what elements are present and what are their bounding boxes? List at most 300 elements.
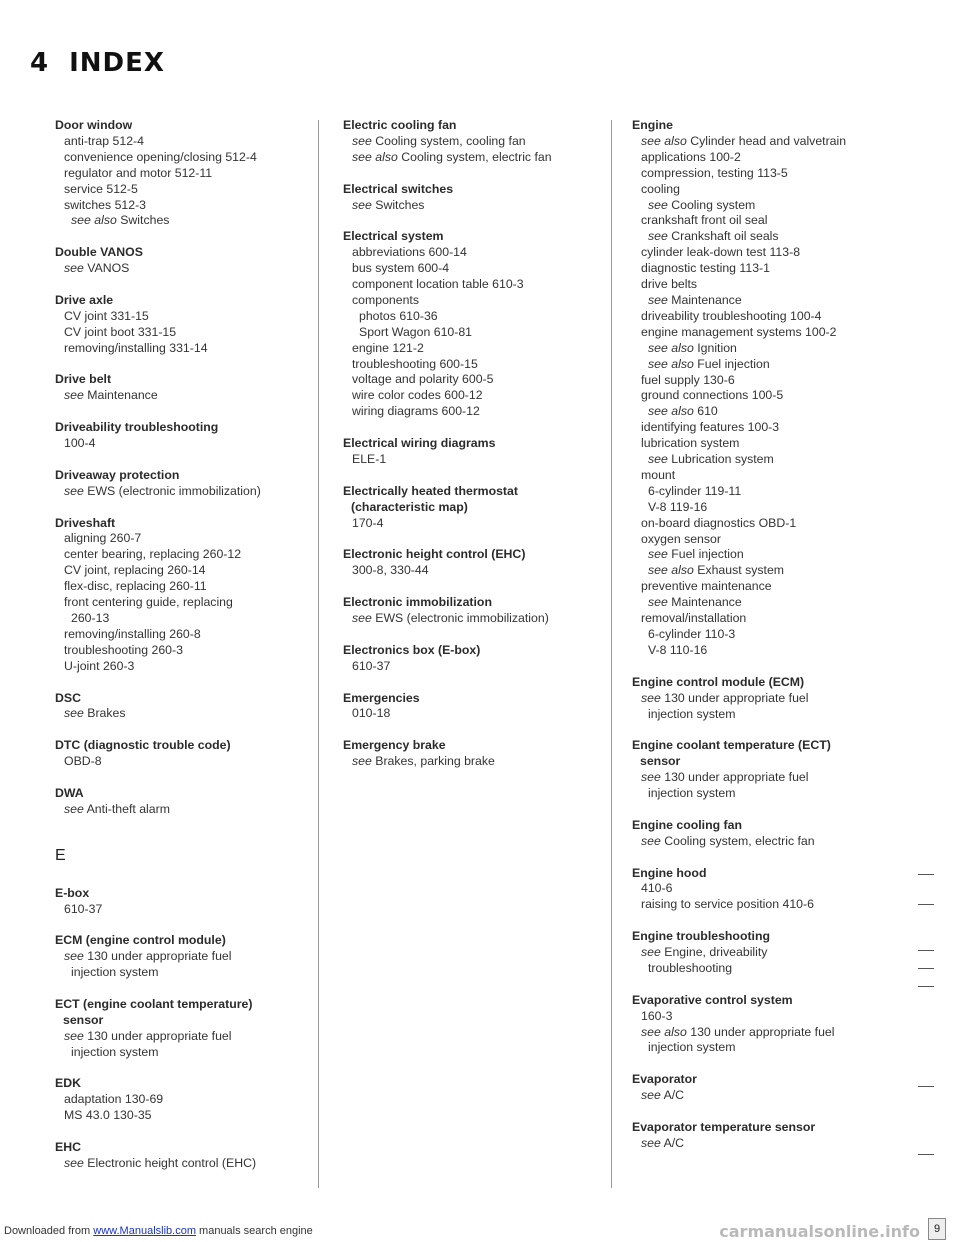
- subline-text: voltage and polarity 600-5: [352, 372, 494, 387]
- subline-text: troubleshooting: [648, 960, 733, 975]
- subline-text: CV joint, replacing 260-14: [64, 563, 206, 578]
- entry-subline: [55, 484, 305, 500]
- entry-subline: [632, 309, 902, 325]
- entry-subline: [632, 277, 902, 293]
- entry-subline: [343, 372, 605, 388]
- see-reference: see: [641, 833, 661, 848]
- entry-subline: [632, 484, 902, 500]
- entry-subline: [55, 595, 305, 611]
- entry-subline: [632, 134, 902, 150]
- index-entry: [55, 738, 305, 770]
- index-entry: [343, 643, 605, 675]
- index-entry: [632, 675, 902, 723]
- entry-subline: [343, 309, 605, 325]
- subline-text: raising to service position 410-6: [641, 897, 814, 912]
- entry-subline: [632, 881, 902, 897]
- subline-text: aligning 260-7: [64, 531, 142, 546]
- entry-subline: [55, 309, 305, 325]
- subline-text: applications 100-2: [641, 149, 741, 164]
- subline-text: fuel supply 130-6: [641, 372, 735, 387]
- subline-text: injection system: [71, 1044, 159, 1059]
- entry-heading: DWA: [55, 785, 84, 800]
- index-entry: [343, 547, 605, 579]
- entry-subline: [55, 547, 305, 563]
- entry-subline: [55, 754, 305, 770]
- entry-subline: [343, 134, 605, 150]
- subline-text: VANOS: [83, 261, 130, 276]
- entry-subline: [55, 531, 305, 547]
- entry-heading: Door window: [55, 118, 133, 132]
- index-entry: [632, 818, 902, 850]
- see-reference: see: [64, 261, 84, 276]
- entry-heading: Electrical wiring diagrams: [343, 436, 496, 451]
- subline-text: 610: [693, 404, 718, 419]
- entry-subline: [343, 563, 605, 579]
- entry-heading: Double VANOS: [55, 245, 143, 260]
- entry-subline: [55, 579, 305, 595]
- subline-text: Brakes, parking brake: [371, 754, 495, 769]
- edge-tick-mark: [918, 874, 934, 875]
- entry-subline: [632, 468, 902, 484]
- entry-subline: [632, 579, 902, 595]
- entry-subline: [632, 1136, 902, 1152]
- subline-text: EWS (electronic immobilization): [83, 483, 261, 498]
- entry-subline: [632, 357, 902, 373]
- subline-text: Cooling system, cooling fan: [371, 133, 526, 148]
- entry-subline: [55, 1029, 305, 1045]
- subline-text: cylinder leak-down test 113-8: [641, 245, 801, 260]
- subline-text: Ignition: [693, 340, 737, 355]
- entry-subline: [632, 532, 902, 548]
- page-title: [30, 48, 165, 78]
- index-entry: [55, 1140, 305, 1172]
- entry-subline: [632, 897, 902, 913]
- entry-heading: DTC (diagnostic trouble code): [55, 738, 231, 753]
- subline-text: wiring diagrams 600-12: [352, 404, 480, 419]
- index-entry: [343, 738, 605, 770]
- index-entry: [55, 886, 305, 918]
- entry-heading: EDK: [55, 1076, 81, 1091]
- index-entry: [632, 738, 902, 802]
- index-entry: [632, 866, 902, 914]
- subline-text: Electronic height control (EHC): [83, 1155, 257, 1170]
- index-entry: [632, 929, 902, 977]
- subline-text: Lubrication system: [667, 452, 774, 467]
- subline-text: U-joint 260-3: [64, 658, 135, 673]
- see-reference: see: [64, 949, 84, 964]
- see-reference: see: [352, 133, 372, 148]
- entry-heading: Driveability troubleshooting: [55, 420, 219, 435]
- subline-text: ELE-1: [352, 451, 387, 466]
- entry-subline: [55, 802, 305, 818]
- subline-text: 160-3: [641, 1008, 673, 1023]
- entry-heading: Drive belt: [55, 372, 112, 387]
- entry-subline: [55, 1156, 305, 1172]
- subline-text: 130 under appropriate fuel: [660, 770, 809, 785]
- see-reference: see also: [648, 340, 694, 355]
- download-notice: [4, 1225, 313, 1237]
- subline-text: mount: [641, 467, 676, 482]
- subline-text: Maintenance: [667, 292, 742, 307]
- entry-subline: [55, 706, 305, 722]
- edge-tick-mark: [918, 1154, 934, 1155]
- see-reference: see: [641, 945, 661, 960]
- subline-text: Switches: [371, 197, 425, 212]
- index-entry: [55, 118, 305, 229]
- subline-text: CV joint boot 331-15: [64, 324, 177, 339]
- see-reference: see: [64, 483, 84, 498]
- see-reference: see: [352, 754, 372, 769]
- subline-text: photos 610-36: [359, 308, 438, 323]
- entry-heading: Driveshaft: [55, 515, 116, 530]
- entry-subline: [55, 388, 305, 404]
- entry-heading: Engine troubleshooting: [632, 929, 770, 944]
- entry-heading: Engine control module (ECM): [632, 674, 805, 689]
- subline-text: crankshaft front oil seal: [641, 213, 768, 228]
- subline-text: troubleshooting 260-3: [64, 642, 183, 657]
- subline-text: center bearing, replacing 260-12: [64, 547, 242, 562]
- entry-subline: [632, 595, 902, 611]
- entry-heading: Evaporative control system: [632, 992, 793, 1007]
- entry-subline: [632, 563, 902, 579]
- subline-text: 010-18: [352, 706, 391, 721]
- entry-heading: sensor: [63, 1012, 104, 1027]
- entry-subline: [632, 961, 902, 977]
- entry-subline: [343, 404, 605, 420]
- subline-text: 130 under appropriate fuel: [660, 690, 809, 705]
- see-reference: see: [641, 1088, 661, 1103]
- index-entry: [55, 516, 305, 675]
- entry-subline: [632, 500, 902, 516]
- edge-tick-mark: [918, 1086, 934, 1087]
- subline-text: drive belts: [641, 277, 698, 292]
- see-reference: see: [64, 801, 84, 816]
- subline-text: regulator and motor 512-11: [64, 165, 213, 180]
- subline-text: Maintenance: [83, 388, 158, 403]
- entry-subline: [632, 213, 902, 229]
- entry-subline: [632, 1088, 902, 1104]
- subline-text: A/C: [660, 1088, 685, 1103]
- index-entry: [55, 933, 305, 981]
- see-reference: see: [648, 595, 668, 610]
- subline-text: 610-37: [352, 658, 391, 673]
- subline-text: cooling: [641, 181, 680, 196]
- entry-subline: [55, 150, 305, 166]
- section-letter: E: [55, 846, 66, 864]
- entry-subline: [55, 949, 305, 965]
- see-reference: see: [352, 197, 372, 212]
- subline-text: oxygen sensor: [641, 531, 721, 546]
- index-entry: [632, 1120, 902, 1152]
- entry-subline: [632, 611, 902, 627]
- entry-subline: [55, 563, 305, 579]
- subline-text: diagnostic testing 113-1: [641, 261, 770, 276]
- entry-heading: Electronics box (E-box): [343, 642, 481, 657]
- entry-heading: Electrical system: [343, 229, 444, 244]
- entry-subline: [632, 1009, 902, 1025]
- entry-subline: [632, 404, 902, 420]
- subline-text: V-8 110-16: [648, 642, 708, 657]
- subline-text: 6-cylinder 110-3: [648, 627, 736, 641]
- entry-subline: [632, 627, 902, 643]
- entry-subline: [632, 150, 902, 166]
- subline-text: V-8 119-16: [648, 499, 708, 514]
- edge-tick-mark: [918, 986, 934, 987]
- subline-text: 6-cylinder 119-11: [648, 483, 742, 498]
- subline-text: Brakes: [83, 706, 126, 721]
- entry-heading: ECT (engine coolant temperature): [55, 996, 253, 1011]
- entry-subline: [55, 659, 305, 675]
- edge-tick-mark: [918, 950, 934, 951]
- entry-subline: [632, 707, 902, 723]
- index-entry: [55, 691, 305, 723]
- entry-subline: [343, 325, 605, 341]
- index-entry: [632, 993, 902, 1057]
- index-column-3: [632, 118, 902, 1168]
- entry-subline: [55, 902, 305, 918]
- index-entry: [632, 118, 902, 659]
- entry-subline: [632, 1040, 902, 1056]
- subline-text: flex-disc, replacing 260-11: [64, 579, 207, 594]
- chapter-number: 4: [30, 48, 50, 78]
- subline-text: injection system: [648, 786, 736, 801]
- index-entry: [55, 1076, 305, 1124]
- entry-subline: [632, 245, 902, 261]
- subline-text: engine management systems 100-2: [641, 324, 837, 339]
- entry-subline: [632, 1025, 902, 1041]
- subline-text: 170-4: [352, 515, 384, 530]
- subline-text: abbreviations 600-14: [352, 245, 467, 260]
- index-entry: [55, 245, 305, 277]
- subline-text: Fuel injection: [667, 547, 744, 562]
- subline-text: identifying features 100-3: [641, 420, 780, 435]
- see-reference: see: [648, 229, 668, 244]
- subline-text: convenience opening/closing 512-4: [64, 149, 257, 164]
- index-entry: [55, 293, 305, 357]
- entry-subline: [55, 213, 305, 229]
- entry-subline: [343, 245, 605, 261]
- entry-subline: [55, 965, 305, 981]
- subline-text: switches 512-3: [64, 197, 147, 212]
- entry-subline: [343, 659, 605, 675]
- see-reference: see: [64, 1155, 84, 1170]
- subline-text: driveability troubleshooting 100-4: [641, 308, 822, 323]
- index-entry: [55, 786, 305, 818]
- entry-heading: Engine cooling fan: [632, 817, 742, 832]
- entry-subline: [55, 261, 305, 277]
- entry-subline: [55, 436, 305, 452]
- entry-subline: [632, 436, 902, 452]
- entry-subline: [632, 834, 902, 850]
- footer-suffix: manuals search engine: [195, 1225, 313, 1237]
- subline-text: 300-8, 330-44: [352, 563, 429, 578]
- subline-text: removing/installing 260-8: [64, 626, 201, 641]
- entry-heading: Engine: [632, 118, 673, 132]
- entry-heading: Emergency brake: [343, 738, 446, 753]
- index-entry: [55, 420, 305, 452]
- subline-text: wire color codes 600-12: [352, 388, 483, 403]
- subline-text: service 512-5: [64, 181, 138, 196]
- see-reference: see: [641, 770, 661, 785]
- entry-heading: E-box: [55, 885, 90, 900]
- index-entry: [343, 691, 605, 723]
- entry-subline: [55, 166, 305, 182]
- see-reference: see: [648, 197, 668, 212]
- see-reference: see also: [648, 356, 694, 371]
- see-reference: see: [648, 547, 668, 562]
- see-reference: see: [648, 292, 668, 307]
- subline-text: Fuel injection: [693, 356, 770, 371]
- edge-tick-mark: [918, 968, 934, 969]
- subline-text: troubleshooting 600-15: [352, 356, 478, 371]
- entry-subline: [343, 611, 605, 627]
- manualslib-link[interactable]: www.Manualslib.com: [93, 1225, 196, 1237]
- entry-subline: [632, 643, 902, 659]
- index-column-2: [343, 118, 605, 786]
- entry-subline: [632, 373, 902, 389]
- subline-text: 410-6: [641, 881, 673, 896]
- entry-heading: Electronic height control (EHC): [343, 547, 526, 562]
- entry-subline: [55, 627, 305, 643]
- subline-text: Engine, driveability: [660, 945, 768, 960]
- entry-heading: Electronic immobilization: [343, 595, 492, 610]
- entry-subline: [55, 611, 305, 627]
- subline-text: 130 under appropriate fuel: [83, 949, 232, 964]
- edge-tick-mark: [918, 904, 934, 905]
- see-reference: see: [641, 690, 661, 705]
- entry-subline: [55, 341, 305, 357]
- index-entry: [343, 436, 605, 468]
- index-entry: [343, 595, 605, 627]
- footer-prefix: Downloaded from: [4, 1225, 94, 1237]
- entry-subline: [55, 1045, 305, 1061]
- entry-heading: DSC: [55, 690, 81, 705]
- entry-heading: Evaporator: [632, 1072, 697, 1087]
- see-reference: see also: [641, 1024, 687, 1039]
- subline-text: OBD-8: [64, 754, 102, 769]
- page-tab: 9: [928, 1218, 946, 1240]
- entry-subline: [632, 198, 902, 214]
- entry-subline: [632, 293, 902, 309]
- chapter-title: INDEX: [69, 48, 165, 78]
- subline-text: component location table 610-3: [352, 277, 524, 292]
- subline-text: 130 under appropriate fuel: [686, 1024, 835, 1039]
- subline-text: Sport Wagon 610-81: [359, 324, 473, 339]
- entry-subline: [55, 134, 305, 150]
- entry-subline: [55, 325, 305, 341]
- index-entry: [343, 118, 605, 166]
- subline-text: 260-13: [71, 611, 110, 625]
- index-entry: [343, 182, 605, 214]
- index-entry: [343, 229, 605, 420]
- page-footer: [0, 1222, 960, 1242]
- entry-heading: (characteristic map): [351, 499, 468, 514]
- subline-text: engine 121-2: [352, 340, 424, 355]
- subline-text: injection system: [648, 1040, 736, 1055]
- see-reference: see: [64, 1028, 84, 1043]
- entry-subline: [632, 388, 902, 404]
- subline-text: MS 43.0 130-35: [64, 1108, 152, 1123]
- subline-text: front centering guide, replacing: [64, 595, 233, 610]
- entry-heading: Electrical switches: [343, 181, 454, 196]
- entry-subline: [55, 643, 305, 659]
- index-column-1: [55, 118, 305, 1188]
- see-reference: see also: [641, 133, 687, 148]
- subline-text: 610-37: [64, 901, 103, 916]
- entry-heading: EHC: [55, 1140, 81, 1155]
- subline-text: 130 under appropriate fuel: [83, 1028, 232, 1043]
- entry-subline: [632, 786, 902, 802]
- see-reference: see: [64, 706, 84, 721]
- subline-text: injection system: [71, 965, 159, 980]
- entry-subline: [632, 325, 902, 341]
- entry-subline: [343, 198, 605, 214]
- entry-subline: [343, 150, 605, 166]
- subline-text: Cylinder head and valvetrain: [686, 133, 847, 148]
- entry-subline: [343, 452, 605, 468]
- subline-text: anti-trap 512-4: [64, 133, 144, 148]
- entry-subline: [343, 516, 605, 532]
- subline-text: injection system: [648, 706, 736, 721]
- subline-text: adaptation 130-69: [64, 1092, 164, 1107]
- subline-text: EWS (electronic immobilization): [371, 611, 549, 625]
- entry-heading: Drive axle: [55, 292, 114, 307]
- entry-subline: [632, 166, 902, 182]
- see-reference: see also: [648, 563, 694, 578]
- subline-text: A/C: [660, 1135, 685, 1150]
- see-reference: see: [64, 388, 84, 403]
- subline-text: Crankshaft oil seals: [667, 229, 779, 244]
- see-reference: see: [352, 611, 372, 625]
- subline-text: on-board diagnostics OBD-1: [641, 515, 797, 530]
- subline-text: lubrication system: [641, 436, 740, 451]
- entry-heading: Driveaway protection: [55, 467, 180, 482]
- entry-subline: [632, 229, 902, 245]
- entry-subline: [55, 1092, 305, 1108]
- entry-subline: [632, 547, 902, 563]
- see-reference: see also: [352, 149, 398, 164]
- entry-heading: Engine hood: [632, 865, 707, 880]
- entry-subline: [343, 754, 605, 770]
- subline-text: Cooling system, electric fan: [397, 149, 552, 164]
- entry-subline: [343, 706, 605, 722]
- entry-heading: Evaporator temperature sensor: [632, 1119, 816, 1134]
- subline-text: Cooling system: [667, 197, 756, 212]
- entry-subline: [632, 516, 902, 532]
- entry-subline: [343, 341, 605, 357]
- entry-subline: [632, 452, 902, 468]
- subline-text: Switches: [116, 213, 170, 228]
- entry-subline: [632, 261, 902, 277]
- entry-heading: Emergencies: [343, 690, 420, 705]
- entry-subline: [632, 945, 902, 961]
- index-entry: [55, 372, 305, 404]
- entry-subline: [632, 691, 902, 707]
- index-entry: [343, 484, 605, 532]
- entry-heading: Electrically heated thermostat: [343, 483, 518, 498]
- entry-subline: [343, 388, 605, 404]
- subline-text: compression, testing 113-5: [641, 165, 788, 180]
- entry-subline: [55, 182, 305, 198]
- entry-subline: [632, 182, 902, 198]
- subline-text: Maintenance: [667, 595, 742, 610]
- subline-text: bus system 600-4: [352, 261, 450, 276]
- subline-text: Anti-theft alarm: [83, 801, 170, 816]
- column-divider: [611, 120, 612, 1188]
- entry-subline: [343, 357, 605, 373]
- see-reference: see also: [71, 213, 117, 228]
- entry-subline: [55, 198, 305, 214]
